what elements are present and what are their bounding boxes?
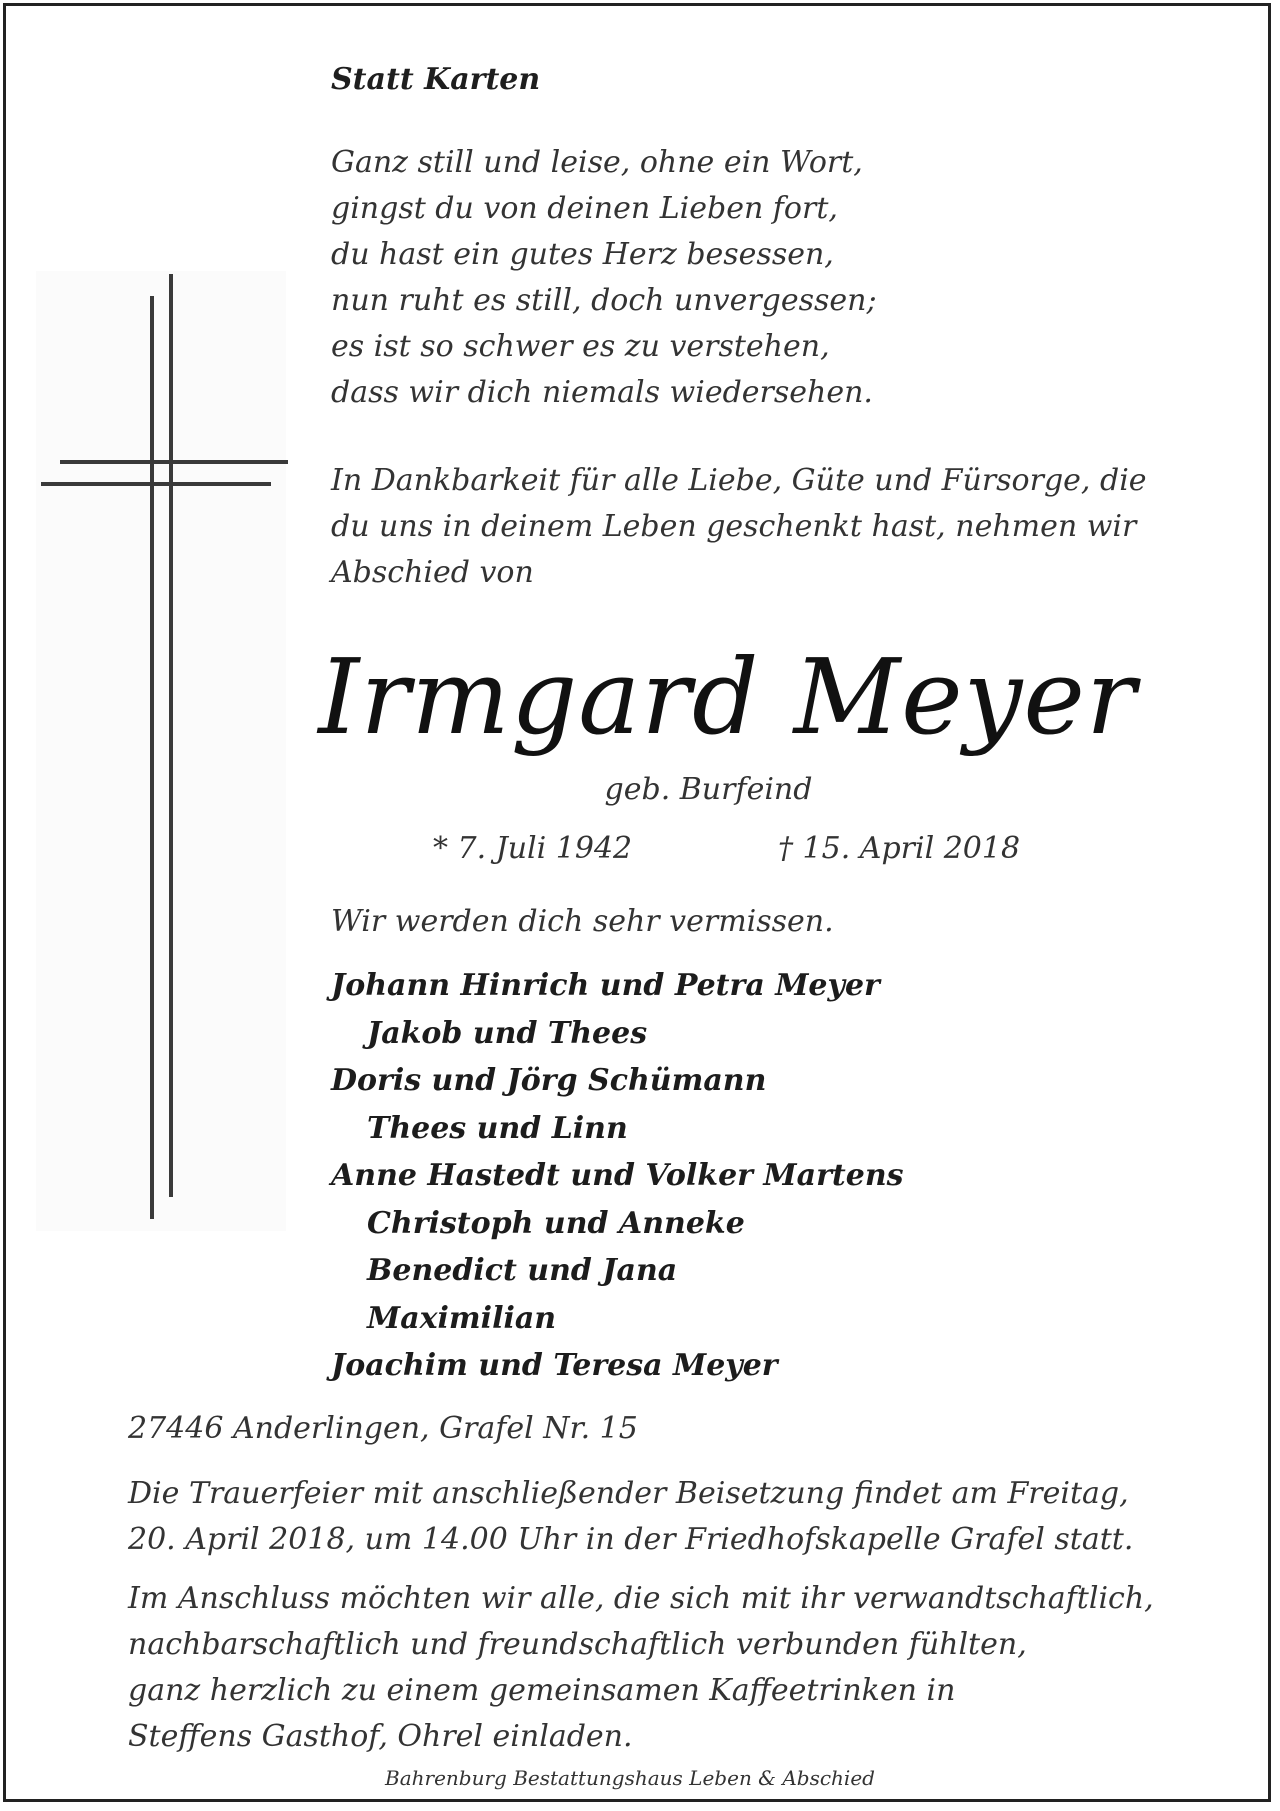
miss-you-line: Wir werden dich sehr vermissen. [331,904,834,939]
statt-karten: Statt Karten [331,62,541,97]
family-member: Thees und Linn [367,1110,628,1146]
death-date: † 15. April 2018 [778,831,1021,866]
maiden-name: geb. Burfeind [604,772,813,807]
poem-line: es ist so schwer es zu verstehen, [331,329,830,364]
family-member: Jakob und Thees [367,1015,648,1051]
thanks-text [331,458,1147,596]
reception-line: ganz herzlich zu einem gemeinsamen Kaffeetrinken in [128,1673,956,1708]
reception-line: Steffens Gasthof, Ohrel einladen. [128,1719,633,1754]
poem-line: nun ruht es still, doch unvergessen; [331,283,877,318]
family-member: Maximilian [367,1300,557,1336]
family-member: Joachim und Teresa Meyer [331,1348,778,1383]
obituary-notice [3,3,1271,1802]
address: 27446 Anderlingen, Grafel Nr. 15 [128,1411,638,1446]
thanks-line: Abschied von [331,555,534,590]
family-member: Christoph und Anneke [367,1205,745,1241]
poem-line: dass wir dich niemals wiedersehen. [331,375,873,410]
reception-line: Im Anschluss möchten wir alle, die sich mit ihr verwandtschaftlich, [128,1581,1154,1616]
poem-line: gingst du von deinen Lieben fort, [331,191,838,226]
family-list [331,962,904,1390]
thanks-line: du uns in deinem Leben geschenkt hast, nehmen wir [331,509,1137,544]
funeral-line: Die Trauerfeier mit anschließender Beisetzung findet am Freitag, [128,1476,1129,1511]
poem [331,140,877,416]
funeral-info [128,1471,1133,1563]
family-member: Benedict und Jana [367,1253,678,1288]
poem-line: du hast ein gutes Herz besessen, [331,237,834,272]
family-member: Anne Hastedt und Volker Martens [331,1158,904,1193]
deceased-name: Irmgard Meyer [318,636,1137,758]
reception-line: nachbarschaftlich und freundschaftlich verbunden fühlten, [128,1627,1027,1662]
poem-line: Ganz still und leise, ohne ein Wort, [331,145,863,180]
family-member: Doris und Jörg Schümann [331,1063,767,1098]
funeral-home-footer: Bahrenburg Bestattungshaus Leben & Abschied [385,1766,875,1790]
birth-date: * 7. Juli 1942 [433,831,633,866]
family-member: Johann Hinrich und Petra Meyer [331,968,880,1003]
thanks-line: In Dankbarkeit für alle Liebe, Güte und Fürsorge, die [331,463,1147,498]
funeral-line: 20. April 2018, um 14.00 Uhr in der Friedhofskapelle Grafel statt. [128,1522,1134,1557]
reception-info [128,1576,1154,1760]
